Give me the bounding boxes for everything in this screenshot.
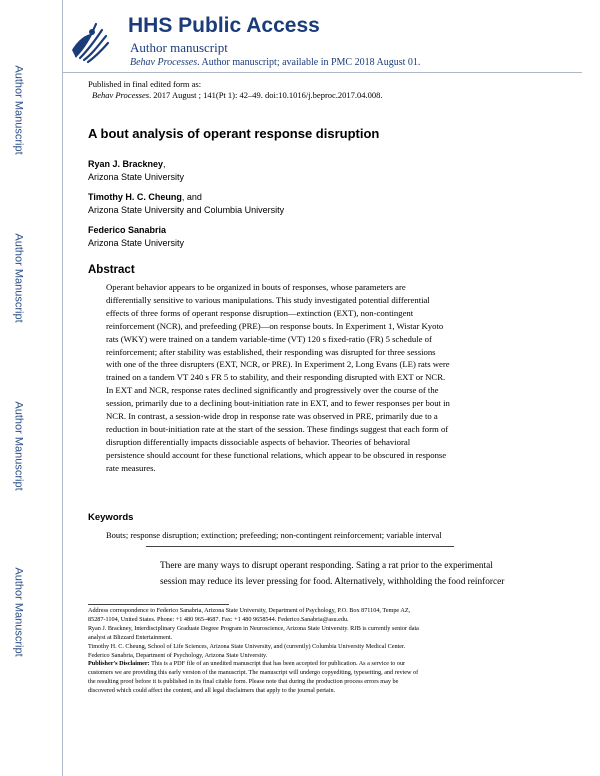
disclaimer-text: This is a PDF file of an unedited manuscript that has been accepted for publication. As a service to our [149, 660, 406, 668]
header-journal: Behav Processes [130, 57, 198, 68]
sidebar-label: Author Manuscript [13, 401, 26, 491]
abstract-line: differentially sensitive to various manipulations. This study investigated potential differential [106, 294, 430, 305]
author-suffix: , [163, 159, 166, 169]
footnote-line: Ryan J. Brackney, Interdisciplinary Graduate Degree Program in Neuroscience, Arizona State University. RJB is currently senior data [88, 624, 419, 632]
published-in-label: Published in final edited form as: [88, 79, 202, 89]
citation-text: . 2017 August ; 141(Pt 1): 42–49. doi:10.1016/j.beproc.2017.04.008. [149, 90, 383, 100]
footnote-line: Federico Sanabria, Department of Psychology, Arizona State University. [88, 651, 268, 659]
author-block [88, 158, 184, 183]
disclaimer-line [88, 660, 508, 669]
intro-line: session may reduce its lever pressing for food. Alternatively, withholding the food reinforcer [160, 577, 505, 587]
header-rule [62, 72, 582, 73]
keywords-heading: Keywords [88, 512, 134, 523]
abstract-line: with one of the three disrupters (EXT, NCR, or PRE). In Experiment 2, Long Evans (LE) rats were [106, 359, 450, 370]
article-title: A bout analysis of operant response disruption [88, 126, 380, 141]
abstract-line: trained on a tandem VT 240 s FR 5 to stability, and their responding disrupted with EXT or NCR. [106, 372, 446, 383]
disclaimer-line: discovered which could affect the content, and all legal disclaimers that apply to the journal pertain. [88, 687, 336, 695]
abstract-body [106, 281, 498, 475]
abstract-line: rats (WKY) were trained on a tandem variable-time (VT) 120 s fixed-ratio (FR) 5 schedule of [106, 333, 432, 344]
citation-journal: Behav Processes [92, 90, 150, 100]
header-subtitle: Author manuscript [130, 40, 228, 55]
footnote-line: 85287-1104, United States. Phone: +1 480 965-4687. Fax: +1 480 9658544. Federico.Sanabria@asu.edu. [88, 615, 349, 623]
author-name: Ryan J. Brackney [88, 159, 164, 169]
author-name: Timothy H. C. Cheung [88, 192, 182, 202]
abstract-line: reinforcement (NCR), and prefeeding (PRE)—on response bouts. In Experiment 1, Wistar Kyoto [106, 320, 444, 331]
author-block [88, 191, 284, 216]
sidebar-label: Author Manuscript [13, 567, 26, 657]
abstract-line: NCR. In contrast, a session-wide drop in response rate was observed in PRE, primarily due to a [106, 411, 438, 422]
abstract-line: Operant behavior appears to be organized in bouts of responses, whose parameters are [106, 282, 406, 292]
hhs-logo-icon [62, 10, 115, 68]
author-affiliation: Arizona State University and Columbia University [88, 204, 285, 215]
citation [92, 90, 383, 100]
section-rule [146, 546, 454, 547]
abstract-line: effects of three forms of operant response disruption—extinction (EXT), non-contingent [106, 307, 414, 318]
abstract-line: In EXT and NCR, response rates declined significantly and progressively over the course of the [106, 385, 439, 396]
abstract-line: disruption differentially impacts dissociable aspects of behavior. Theories of behavioral [106, 436, 411, 447]
intro-paragraph [160, 558, 520, 590]
author-affiliation: Arizona State University [88, 237, 185, 248]
header-availability [130, 57, 420, 68]
disclaimer-label: Publisher's Disclaimer: [88, 660, 150, 668]
author-affiliation: Arizona State University [88, 171, 185, 182]
header-title: HHS Public Access [128, 14, 320, 37]
abstract-line: session, primarily due to a declining bout-initiation rate in EXT, and to fewer responses per bout in [106, 398, 450, 409]
abstract-heading: Abstract [88, 264, 135, 276]
footnote-rule [88, 604, 229, 605]
intro-line: There are many ways to disrupt operant responding. Sating a rat prior to the experimental [160, 561, 493, 571]
disclaimer-line: customers we are providing this early version of the manuscript. The manuscript will undergo copyediting, typesetting, and review of [88, 669, 419, 677]
disclaimer-line: the resulting proof before it is published in its final citable form. Please note that during the production process errors may be [88, 678, 399, 686]
author-name: Federico Sanabria [88, 225, 167, 235]
sidebar-label: Author Manuscript [13, 65, 26, 155]
abstract-line: rate measures. [106, 462, 156, 473]
abstract-line: persistence should account for these functional relations, which appear to be obscured in response [106, 449, 447, 460]
footnotes [88, 607, 508, 696]
abstract-line: reinforcement; after stability was established, their responding was disrupted for three sessions [106, 346, 436, 357]
footnote-line: analyst at Blizzard Entertainment. [88, 633, 173, 641]
footnote-line: Address correspondence to Federico Sanabria, Arizona State University, Department of Psychology, P.O. Box 871104, Tempe AZ, [88, 607, 411, 614]
author-block [88, 224, 184, 249]
sidebar-label: Author Manuscript [13, 233, 26, 323]
abstract-line: reduction in bout-initiation rate at the start of the session. These findings suggest that each form of [106, 423, 449, 434]
author-suffix: , and [181, 192, 202, 202]
keywords-list: Bouts; response disruption; extinction; prefeeding; non-contingent reinforcement; variable interval [106, 530, 442, 540]
margin-rule [62, 0, 63, 776]
header-availability-text: . Author manuscript; available in PMC 2018 August 01. [197, 57, 421, 68]
footnote-line: Timothy H. C. Cheung, School of Life Sciences, Arizona State University, and (currently) Columbia University Medical Center. [88, 642, 406, 650]
